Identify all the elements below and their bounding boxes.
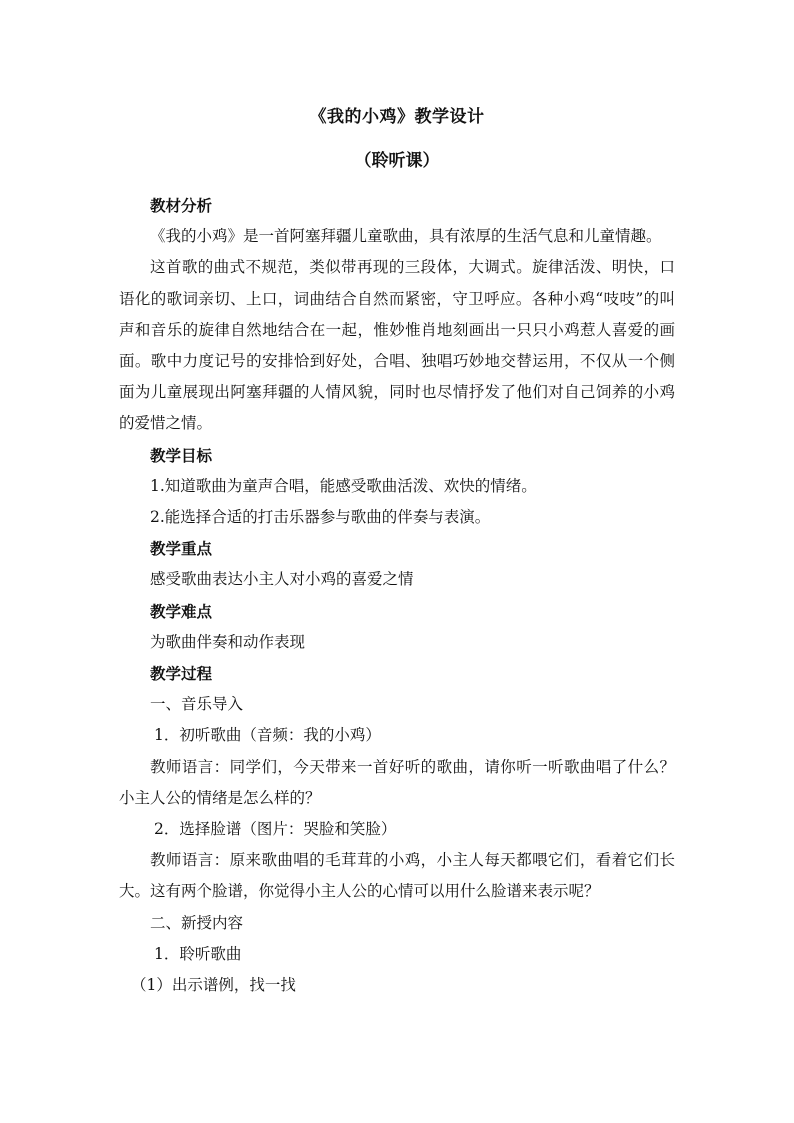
analysis-paragraph-1: 《我的小鸡》是一首阿塞拜疆儿童歌曲，具有浓厚的生活气息和儿童情趣。	[150, 227, 662, 246]
process-step-3-sub: （1）出示谱例，找一找	[131, 976, 296, 995]
section-heading-objectives: 教学目标	[150, 445, 213, 465]
difficulties-text: 为歌曲伴奏和动作表现	[150, 632, 306, 651]
analysis-paragraph-2: 这首歌的曲式不规范，类似带再现的三段体，大调式。旋律活泼、明快，口语化的歌词亲切、上口，词曲结合自然而紧密，守卫呼应。各种小鸡“吱吱”的叫声和音乐的旋律自然地结合在一起，惟妙惟肖地刻画出一只只小鸡惹人喜爱的画面。歌中力度记号的安排恰到好处，合唱、独唱巧妙地交替运用，不仅从一个侧面为儿童展现出阿塞拜疆的人情风貌，同时也尽情抒发了他们对自己饲养的小鸡的爱惜之情。	[119, 258, 675, 433]
document-subtitle: （聆听课）	[354, 151, 440, 171]
document-title: 《我的小鸡》教学设计	[309, 107, 485, 127]
section-heading-difficulties: 教学难点	[150, 601, 213, 621]
process-step-2-paragraph: 教师语言：原来歌曲唱的毛茸茸的小鸡，小主人每天都喂它们，看着它们长大。这有两个脸谱，你觉得小主人公的心情可以用什么脸谱来表示呢？	[119, 851, 675, 901]
section-heading-process: 教学过程	[150, 664, 213, 684]
process-step-1-paragraph: 教师语言：同学们，今天带来一首好听的歌曲，请你听一听歌曲唱了什么？小主人公的情绪是怎么样的？	[119, 757, 675, 807]
process-part-1: 一、音乐导入	[150, 695, 244, 714]
objective-item-1: 1.知道歌曲为童声合唱，能感受歌曲活泼、欢快的情绪。	[150, 476, 537, 495]
objective-item-2: 2.能选择合适的打击乐器参与歌曲的伴奏与表演。	[150, 508, 491, 527]
process-step-1: 1．初听歌曲（音频：我的小鸡）	[154, 726, 381, 745]
process-part-2: 二、新授内容	[150, 913, 244, 932]
section-heading-analysis: 教材分析	[150, 196, 213, 215]
document-body	[119, 102, 675, 1001]
section-heading-key-points: 教学重点	[150, 539, 213, 559]
key-points-text: 感受歌曲表达小主人对小鸡的喜爱之情	[150, 570, 414, 589]
process-step-2: 2．选择脸谱（图片：哭脸和笑脸）	[154, 820, 397, 839]
process-step-3: 1．聆听歌曲	[154, 944, 242, 963]
